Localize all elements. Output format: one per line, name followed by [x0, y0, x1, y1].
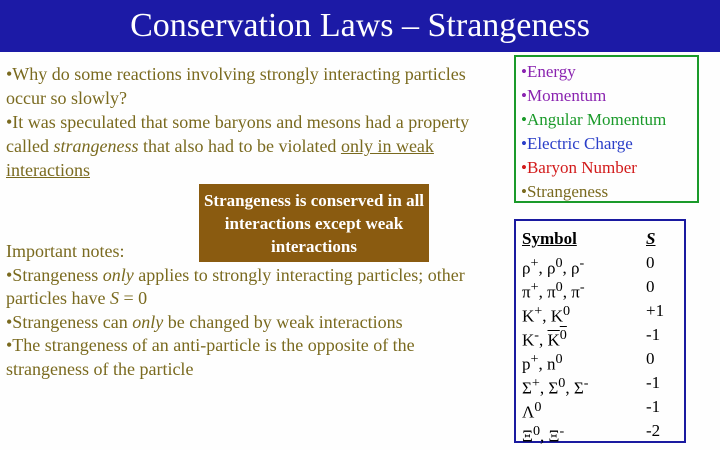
strangeness-value: 0 — [646, 253, 655, 272]
strangeness-table — [514, 219, 686, 446]
note-weak-change: •Strangeness can only be changed by weak interactions — [6, 311, 403, 332]
law-item-electric-charge: •Electric Charge — [521, 134, 633, 153]
note-strong-only: •Strangeness only applies to strongly interacting particles; other particles have S = 0 — [6, 264, 465, 308]
table-row — [522, 323, 682, 350]
table-row — [522, 275, 682, 302]
conservation-laws-list — [514, 55, 699, 203]
table-row — [522, 299, 682, 326]
strangeness-value: -1 — [646, 397, 661, 416]
law-item-strangeness: •Strangeness — [521, 182, 609, 201]
particle-symbols: $\Lambda^0$ — [522, 399, 542, 422]
intro-question: •Why do some reactions involving strongly interacting particles occur so slowly? — [6, 64, 466, 108]
particle-symbols: π+, $\pi^0$, π- — [522, 279, 585, 302]
particle-symbols: K-, $\overline{K}^0$ — [522, 327, 567, 350]
particle-symbols: ρ+, $\rho^0$, ρ- — [522, 255, 585, 278]
intro-text — [6, 62, 486, 182]
strangeness-value: -1 — [646, 373, 661, 392]
strangeness-value: 0 — [646, 277, 655, 296]
table-row — [522, 419, 682, 446]
note-antiparticle: •The strangeness of an anti-particle is the opposite of the strangeness of the particle — [6, 335, 415, 379]
strangeness-value: -1 — [646, 325, 661, 344]
symbol-column-header: Symbol — [522, 229, 577, 248]
strangeness-term: strangeness — [53, 136, 139, 156]
strangeness-value: +1 — [646, 301, 665, 320]
intro-speculation: •It was speculated that some baryons and mesons had a property called strangeness that also had to be violated only in weak interactions — [6, 112, 470, 180]
law-item-baryon-number: •Baryon Number — [521, 158, 637, 177]
table-header — [522, 227, 682, 251]
conservation-callout: Strangeness is conserved in all interactions except weak interactions — [199, 184, 429, 262]
strangeness-value: -2 — [646, 421, 661, 440]
particle-symbols: Σ+, $\Sigma^0$, Σ- — [522, 375, 589, 398]
strangeness-value: 0 — [646, 349, 655, 368]
notes-heading: Important notes: — [6, 241, 125, 261]
law-item-energy: •Energy — [521, 62, 576, 81]
slide-title: Conservation Laws – Strangeness — [0, 0, 720, 52]
particle-symbols: p+, $n^0$ — [522, 351, 563, 374]
particle-symbols: K+, $K^0$ — [522, 303, 571, 326]
important-notes — [6, 240, 486, 381]
table-row — [522, 251, 682, 278]
particle-symbols: $\Xi^0$, Ξ- — [522, 423, 565, 446]
table-row — [522, 347, 682, 374]
law-item-momentum: •Momentum — [521, 86, 607, 105]
s-column-header: S — [646, 229, 656, 248]
table-row — [522, 395, 682, 422]
table-row — [522, 371, 682, 398]
law-item-angular-momentum: •Angular Momentum — [521, 110, 667, 129]
weak-interactions-underline: only in weak interactions — [6, 136, 434, 180]
